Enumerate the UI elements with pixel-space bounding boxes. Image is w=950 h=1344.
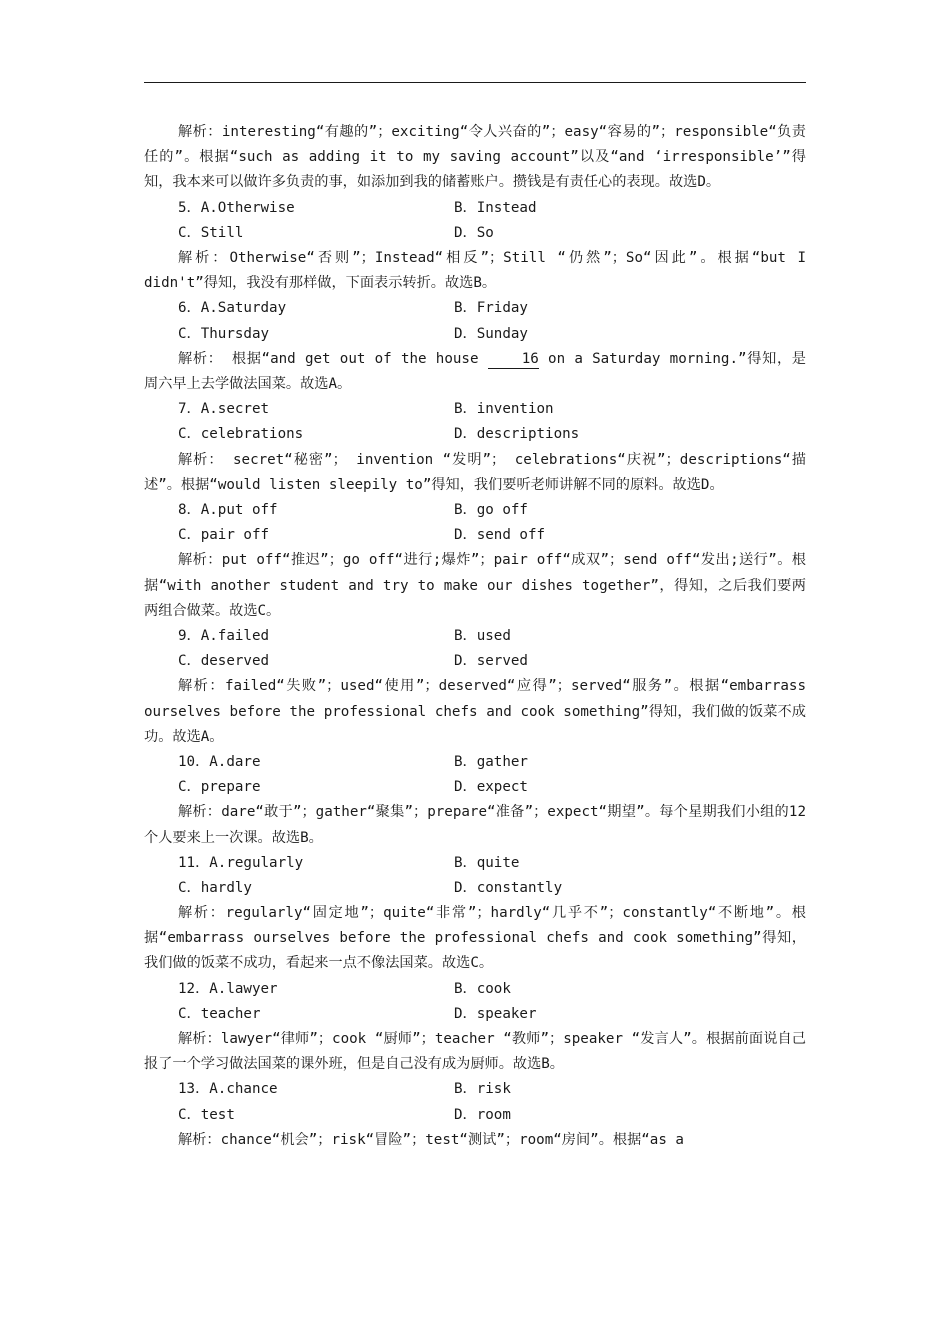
question-13-options-row-2 [144,1103,806,1128]
explanation-q9: 解析：failed“失败”；used“使用”；deserved“应得”；served“服务”。根据“embarrass ourselves before the professional chefs and cook something”得知，我们做的饭菜不成功。故选A。 [144,678,806,745]
option-a: 7．A.secret [178,401,270,418]
explanation-text: 解析： 根据“and get out of the house [178,350,488,367]
option-c: C．deserved [178,653,270,670]
option-c: C．Still [178,224,244,241]
question-8-options-row-1 [144,498,806,523]
option-d: D．So [454,224,494,241]
option-b: B．invention [454,401,554,418]
question-12-options-row-2 [144,1002,806,1027]
option-b: B．Instead [454,199,537,216]
option-a: 5．A.Otherwise [178,199,295,216]
explanation-q4: 解析：interesting“有趣的”；exciting“令人兴奋的”；easy“容易的”；responsible“负责任的”。根据“such as adding it to my saving account”以及“and ‘irresponsible’”得知，我本来可以做许多负责的事，如添加到我的储蓄账户。攒钱是有责任心的表现。故选D。 [144,124,806,191]
option-a: 10．A.dare [178,753,261,770]
question-10-options-row-1 [144,750,806,775]
question-6-options-row-2 [144,322,806,347]
option-a: 12．A.lawyer [178,980,278,997]
explanation-q8: 解析：put off“推迟”；go off“进行;爆炸”；pair off“成双”；send off“发出;送行”。根据“with another student and try to make our dishes together”，得知，之后我们要两两组合做菜。故选C。 [144,552,806,619]
option-b: B．quite [454,854,520,871]
question-5-options-row-2 [144,221,806,246]
option-a: 13．A.chance [178,1081,278,1098]
explanation-q5: 解析：Otherwise“否则”；Instead“相反”；Still “仍然”；So“因此”。根据“but I didn't”得知，我没有那样做，下面表示转折。故选B。 [144,249,806,292]
option-c: C．test [178,1106,235,1123]
option-c: C．Thursday [178,325,270,342]
question-13-options-row-1 [144,1077,806,1102]
option-a: 9．A.failed [178,627,270,644]
question-7-options-row-2 [144,422,806,447]
option-d: D．Sunday [454,325,528,342]
question-9-options-row-1 [144,624,806,649]
option-d: D．descriptions [454,426,580,443]
option-c: C．pair off [178,527,270,544]
explanation-q12: 解析：lawyer“律师”；cook “厨师”；teacher “教师”；speaker “发言人”。根据前面说自己报了一个学习做法国菜的课外班，但是自己没有成为厨师。故选B。 [144,1031,806,1073]
option-b: B．gather [454,753,528,770]
explanation-q7: 解析： secret“秘密”； invention “发明”； celebrations“庆祝”；descriptions“描述”。根据“would listen sleepily to”得知，我们要听老师讲解不同的原料。故选D。 [144,451,806,493]
question-11-options-row-1 [144,851,806,876]
option-d: D．served [454,653,528,670]
header-rule [144,82,806,83]
option-c: C．prepare [178,779,261,796]
option-c: C．hardly [178,879,252,896]
explanation-q10: 解析：dare“敢于”；gather“聚集”；prepare“准备”；expect“期望”。每个星期我们小组的12个人要来上一次课。故选B。 [144,804,806,846]
option-d: D．expect [454,779,528,796]
question-12-options-row-1 [144,977,806,1002]
question-9-options-row-2 [144,649,806,674]
question-7-options-row-1 [144,397,806,422]
option-c: C．teacher [178,1005,261,1022]
question-8-options-row-2 [144,523,806,548]
option-d: D．constantly [454,879,563,896]
page-content [144,120,806,1153]
explanation-q13: 解析：chance“机会”；risk“冒险”；test“测试”；room“房间”。根据“as a [178,1131,684,1148]
option-d: D．speaker [454,1005,537,1022]
option-a: 11．A.regularly [178,854,304,871]
option-c: C．celebrations [178,426,304,443]
explanation-q6 [144,347,806,397]
option-b: B．Friday [454,300,528,317]
explanation-q11: 解析：regularly“固定地”；quite“非常”；hardly“几乎不”；constantly“不断地”。根据“embarrass ourselves before the professional chefs and cook something”得知，我们做的饭菜不成功，看起来一点不像法国菜。故选C。 [144,905,806,972]
explanation-text: on a Saturday morning.”得知，是周六早上去学做法国菜。故选A。 [144,350,806,392]
question-5-options-row-1 [144,196,806,221]
option-a: 8．A.put off [178,501,278,518]
option-b: B．go off [454,501,528,518]
option-d: D．room [454,1106,511,1123]
question-10-options-row-2 [144,775,806,800]
option-a: 6．A.Saturday [178,300,287,317]
question-6-options-row-1 [144,296,806,321]
option-b: B．cook [454,980,511,997]
option-d: D．send off [454,527,546,544]
blank-number: 16 [488,351,539,369]
question-11-options-row-2 [144,876,806,901]
option-b: B．risk [454,1081,511,1098]
option-b: B．used [454,627,511,644]
